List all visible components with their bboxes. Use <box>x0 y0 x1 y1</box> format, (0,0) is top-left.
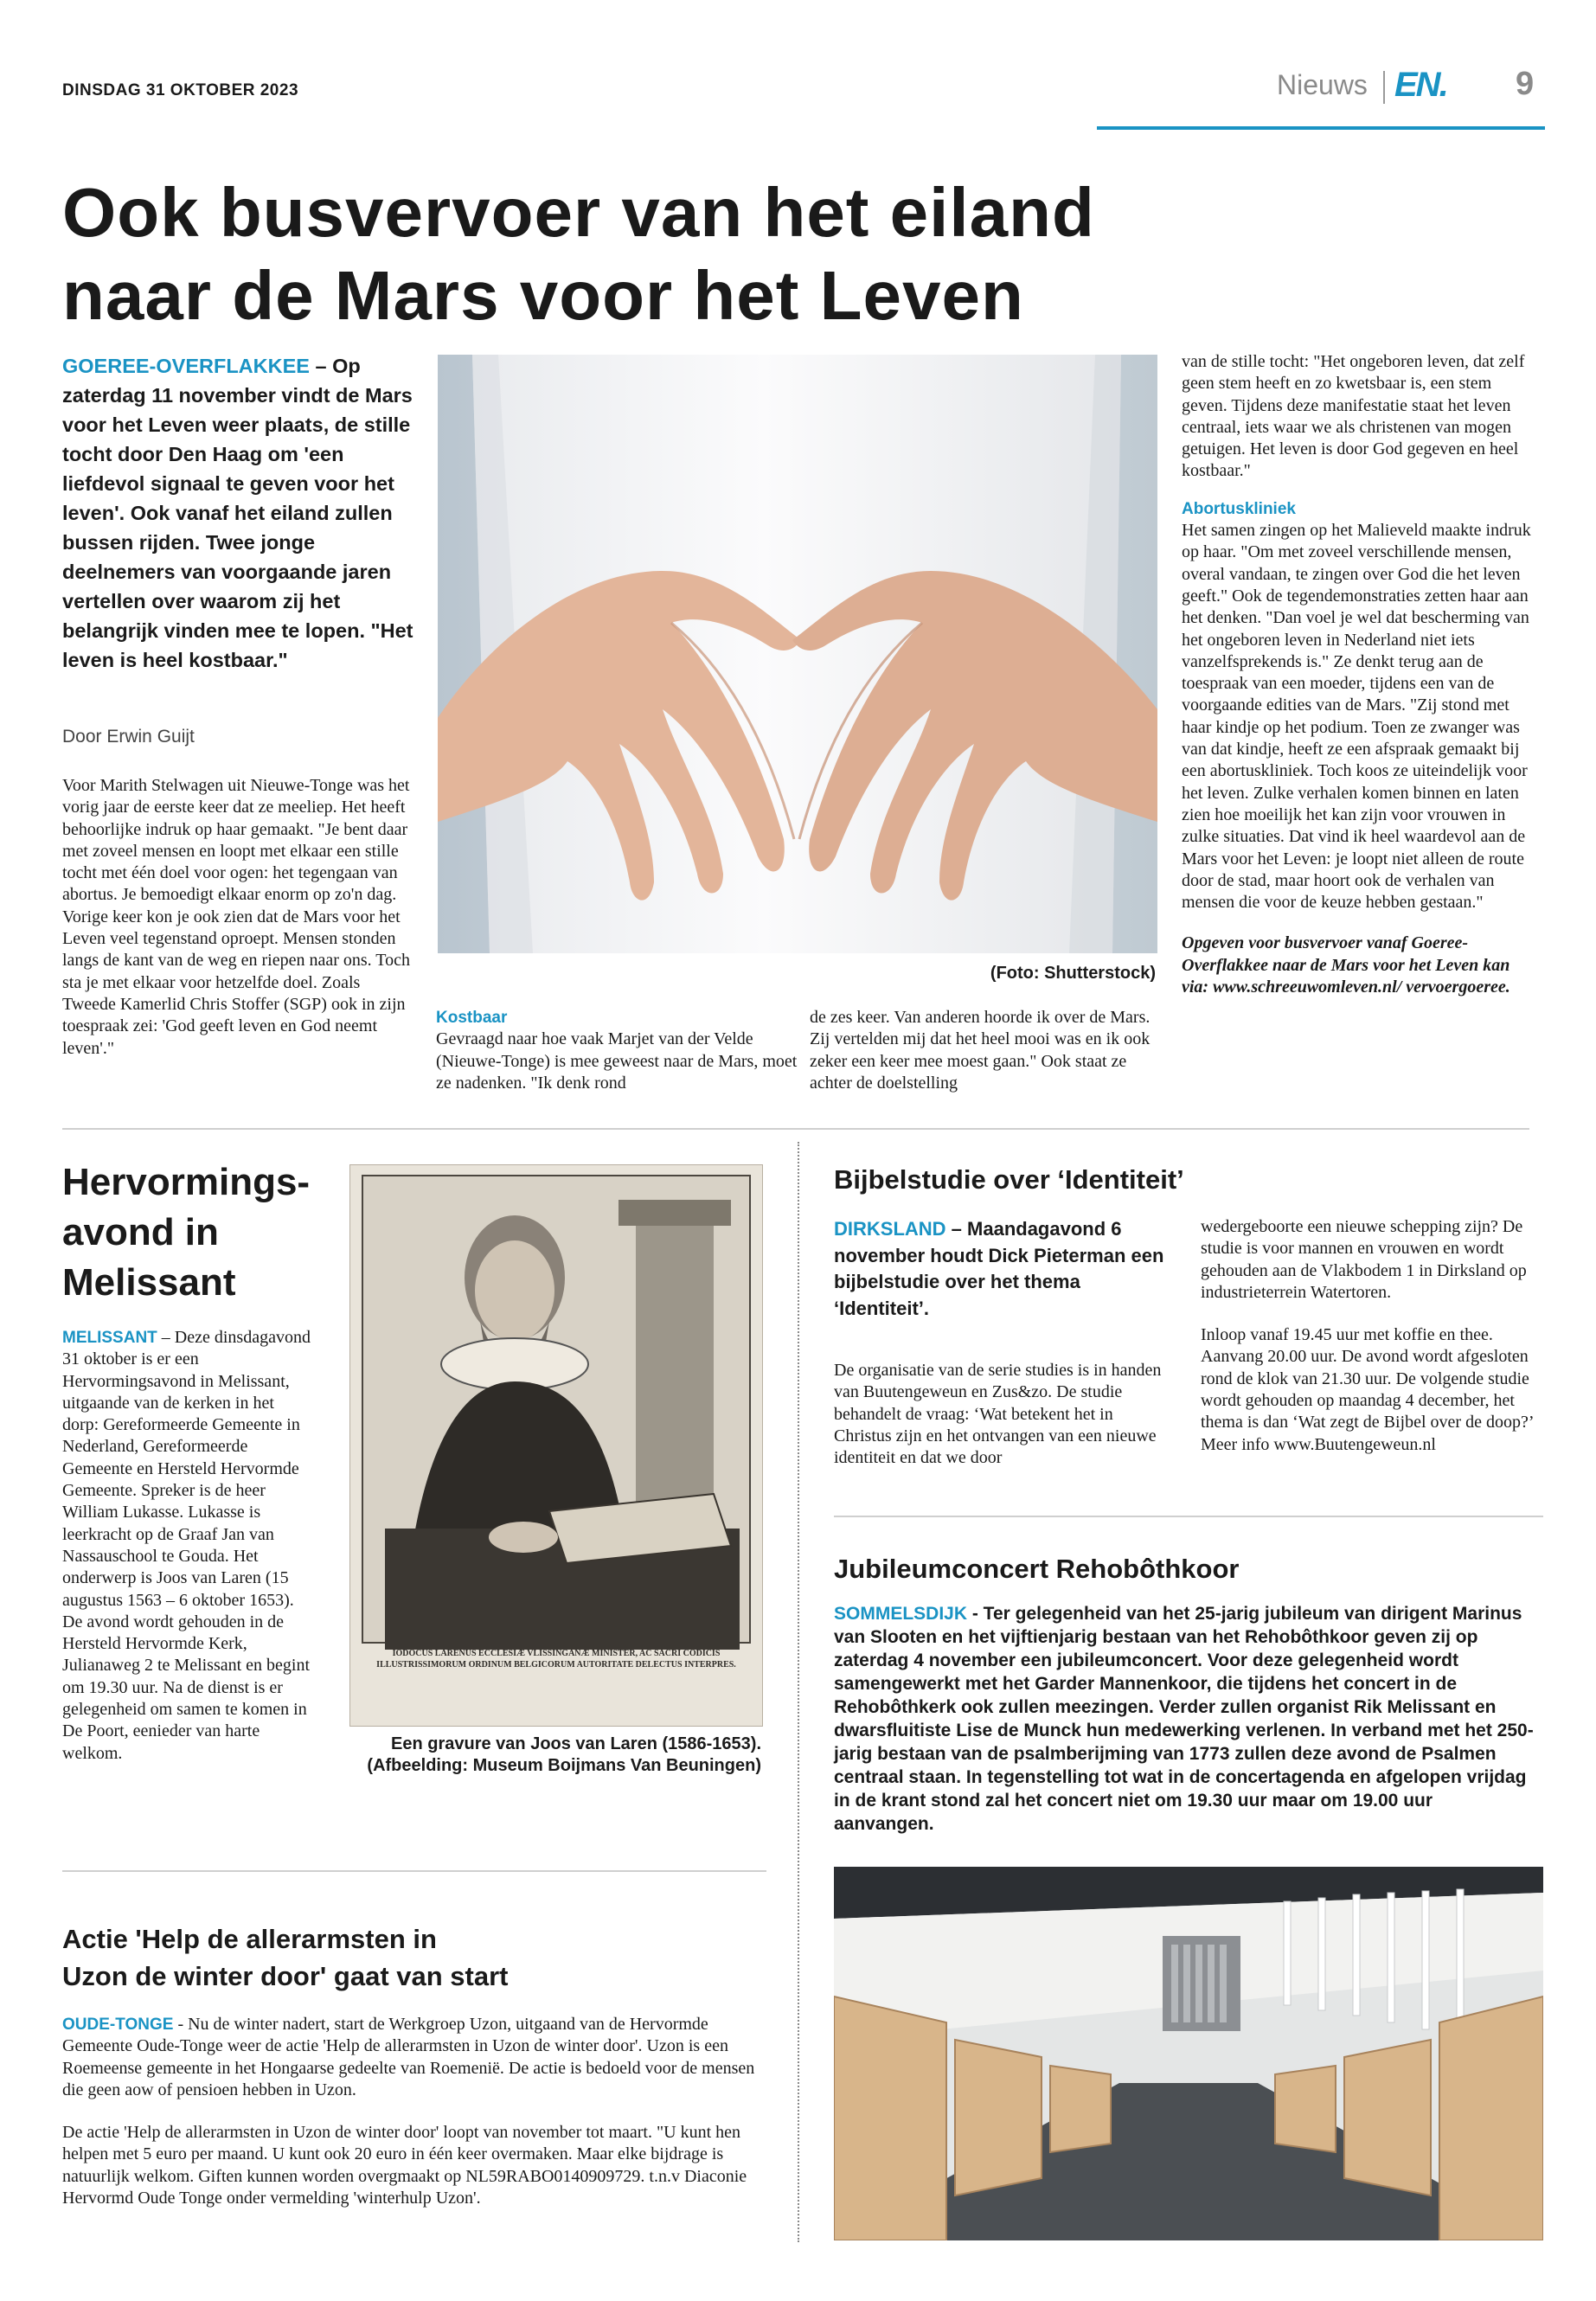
newspaper-logo: EN. <box>1394 66 1447 104</box>
main-lead-text: – Op zaterdag 11 november vindt de Mars voor het Leven weer plaats, de stille tocht door Den Haag om 'een liefdevol signaal te geven voor het leven'. Ook vanaf het eiland zullen bussen rijden. Twee jonge deelnemers van voorgaande jaren vertellen over waarom zij het belangrijk vinden mee te lopen. "Het leven is heel kostbaar." <box>62 355 413 671</box>
jubileum-text <box>834 1602 1535 1836</box>
uzon-text <box>62 2014 768 2209</box>
main-col2-text: Gevraagd naar hoe vaak Marjet van der Velde (Nieuwe-Tonge) is mee geweest naar de Mars, moet ze nadenken. "Ik denk rond <box>436 1029 798 1093</box>
joos-van-laren-engraving <box>349 1164 763 1727</box>
bijbelstudie-lead-text: – Maandagavond 6 november houdt Dick Pieterman een bijbelstudie over het thema ‘Identiteit’. <box>834 1218 1164 1319</box>
engraving-caption: Een gravure van Joos van Laren (1586-1653). (Afbeelding: Museum Boijmans Van Beuningen) <box>367 1734 761 1775</box>
heart-hands-photo <box>438 355 1157 953</box>
column-dotted-divider <box>798 1142 799 2242</box>
hervorming-dateline: MELISSANT <box>62 1329 157 1347</box>
uzon-para-1 <box>62 2014 768 2101</box>
main-col3 <box>810 1007 1156 1094</box>
bijbelstudie-col2 <box>1201 1216 1540 1456</box>
section-name: Nieuws <box>1277 69 1368 100</box>
header-separator <box>1383 71 1385 104</box>
bijbelstudie-col1-text: De organisatie van de serie studies is in handen van Buutengeweun en Zus&zo. De studie behandelt de vraag: ‘Wat betekent het in Christus zijn en het ontvangen van een nieuwe identiteit en dat we door <box>834 1361 1162 1468</box>
engraving-inscription: IODOCUS LARENUS ECCLESIÆ VLISSINGANÆ MINISTER, AC SACRI CODICIS ILLUSTRISSIMORUM ORDINUM BELGICORUM AUTORITATE DELECTUS INTERPRES. <box>376 1649 736 1670</box>
byline: Door Erwin Guijt <box>62 727 195 747</box>
church-interior-photo <box>834 1867 1543 2240</box>
uzon-dateline: OUDE-TONGE <box>62 2016 174 2034</box>
hervorming-title: Hervormings-avond in Melissant <box>62 1161 311 1304</box>
issue-date: DINSDAG 31 OKTOBER 2023 <box>62 81 299 99</box>
jubileum-title: Jubileumconcert Rehobôthkoor <box>834 1554 1240 1584</box>
bijbelstudie-col2-text: wedergeboorte een nieuwe schepping zijn? De studie is voor mannen en vrouwen en wordt gehouden aan de Vlakbodem 1 in Dirksland op industrieterrein Watertoren. <box>1201 1217 1527 1302</box>
main-col4-text2: Het samen zingen op het Malieveld maakte indruk op haar. "Om met zoveel verschillende mensen, overal vandaan, te zingen over God die het leven geeft." Ook de tegendemonstraties zetten haar aan het denken. "Dan voel je wel dat bescherming van het ongeboren leven in Nederland niet iets vanzelfsprekends is." Ze denkt terug aan de toespraak van een moeder, tijdens een van de voorgaande edities van de Mars. "Zij stond met haar kindje op het podium. Toen ze zwanger was van dat kindje, heeft ze een afspraak gemaakt bij een abortuskliniek. Toch koos ze uiteindelijk voor het leven. Zulke verhalen komen binnen en laten zien hoe moeilijk het kan zijn voor vrouwen in zulke situaties. Dat vind ik heel waardevol aan de Mars voor het Leven: je loopt niet alleen de route door de stad, maar hoort ook de verhalen van mensen die voor de keuze hebben gestaan." <box>1182 521 1531 913</box>
main-lead <box>62 351 417 675</box>
page-number: 9 <box>1516 66 1535 102</box>
bijbelstudie-divider <box>834 1516 1543 1517</box>
hervorming-text <box>62 1327 313 1765</box>
bus-signup-note: Opgeven voor busvervoer vanaf Goeree-Overflakkee naar de Mars voor het Leven kan via: www.schreeuwomleven.nl/ vervoergoeree. <box>1182 933 1510 997</box>
main-col4 <box>1182 351 1538 998</box>
hervorming-divider <box>62 1870 766 1872</box>
jubileum-body: - Ter gelegenheid van het 25-jarig jubileum van dirigent Marinus van Slooten en het vijftienjarig bestaan van het Rehobôthkoor geven zij op zaterdag 4 november een jubileumconcert. Voor deze gelegenheid wordt samengewerkt met het Garder Mannenkoor, die tijdens het concert in de Rehobôthkerk ook zullen meezingen. Verder zullen organist Rik Melissant en dwarsfluitiste Lise de Munck hun medewerking verlenen. In verband met het 250-jarig bestaan van de psalmberijming van 1773 zullen deze avond de Psalmen centraal staan. In tegenstelling tot wat in de concertagenda en afgelopen vrijdag in de krant stond zal het concert niet om 19.30 uur maar om 19.00 uur aanvangen. <box>834 1604 1534 1834</box>
uzon-title-line-2: Uzon de winter door' gaat van start <box>62 1961 509 1991</box>
headline-line-2: naar de Mars voor het Leven <box>62 257 1024 334</box>
bijbelstudie-dateline: DIRKSLAND <box>834 1218 946 1240</box>
jubileum-dateline: SOMMELSDIJK <box>834 1604 968 1624</box>
uzon-para-2: De actie 'Help de allerarmsten in Uzon de winter door' loopt van november tot maart. "U kunt hen helpen met 5 euro per maand. U kunt ook 20 euro in één keer overmaken. Maar elke bijdrage is natuurlijk welkom. Giften kunnen worden overgmaakt op NL59RABO0140909729. t.n.v Diaconie Hervormd Oude Tonge onder vermelding 'winterhulp Uzon'. <box>62 2123 747 2208</box>
subhead-kostbaar: Kostbaar <box>436 1009 508 1027</box>
bijbelstudie-col1 <box>834 1360 1171 1469</box>
photo-credit: (Foto: Shutterstock) <box>990 964 1156 983</box>
engraving-portrait <box>350 1165 762 1650</box>
main-col1 <box>62 775 417 1060</box>
headline-line-1: Ook busvervoer van het eiland <box>62 174 1095 251</box>
main-headline <box>62 171 1100 337</box>
uzon-body-1: - Nu de winter nadert, start de Werkgroep Uzon, uitgaand van de Hervormde Gemeente Oude-Tonge weer de actie 'Help de allerarmsten in Uzon de winter door'. Uzon is een Roemeense gemeente in het Hongaarse gedeelte van Roemenië. De actie is bedoeld voor de mensen die geen aow of pensioen hebben in Uzon. <box>62 2015 755 2099</box>
heart-hands-illustration <box>438 355 1157 953</box>
uzon-title-line-1: Actie 'Help de allerarmsten in <box>62 1924 437 1954</box>
main-dateline: GOEREE-OVERFLAKKEE <box>62 355 310 377</box>
main-col4-text: van de stille tocht: "Het ongeboren leven, dat zelf geen stem heeft en zo kwetsbaar is, een stem geven. Tijdens deze manifestatie staat het leven centraal, iets waar we als christenen van mogen getuigen. Het leven is door God gegeven en heel kostbaar." <box>1182 352 1525 481</box>
article-divider <box>62 1128 1529 1130</box>
main-col3-text: de zes keer. Van anderen hoorde ik over de Mars. Zij vertelden mij dat het heel mooi was en ik ook zeker een keer mee moest gaan." Ook staat ze achter de doelstelling <box>810 1008 1151 1093</box>
main-col1-text: Voor Marith Stelwagen uit Nieuwe-Tonge was het vorig jaar de eerste keer dat ze meeliep. Het heeft behoorlijke indruk op haar gemaakt. "Je bent daar met zoveel mensen en loopt met elkaar een stille tocht met één doel voor ogen: het tegengaan van abortus. Je bemoedigt elkaar enorm op zo'n dag. Vorige keer kon je ook zien dat de Mars voor het Leven veel tegenstand oproept. Mensen stonden langs de kant van de weg en riepen naar ons. Toch sta je met elkaar voor hetzelfde doel. Zoals Tweede Kamerlid Chris Stoffer (SGP) ook in zijn toespraak zei: 'God geeft leven en God neemt leven'." <box>62 776 410 1058</box>
bijbelstudie-lead <box>834 1216 1180 1322</box>
subhead-abortuskliniek: Abortuskliniek <box>1182 499 1296 518</box>
header-accent-line <box>1097 126 1545 130</box>
uzon-title <box>62 1920 772 1995</box>
bijbelstudie-title: Bijbelstudie over ‘Identiteit’ <box>834 1164 1184 1195</box>
hervorming-body: – Deze dinsdagavond 31 oktober is er een Hervormingsavond in Melissant, uitgaande van de kerken in het dorp: Gereformeerde Gemeente in Nederland, Gereformeerde Gemeente en Hersteld Hervormde Gemeente. Spreker is de heer William Lukasse. Lukasse is leerkracht op de Graaf Jan van Nassauschool te Gouda. Het onderwerp is Joos van Laren (15 augustus 1563 – 6 oktober 1653). De avond wordt gehouden in de Hersteld Hervormde Kerk, Julianaweg 2 te Melissant en begint om 19.30 uur. Na de dienst is er gelegenheid om samen te komen in De Poort, eenieder van harte welkom. <box>62 1328 311 1763</box>
bijbelstudie-col2-text2: Inloop vanaf 19.45 uur met koffie en thee. Aanvang 20.00 uur. De avond wordt afgesloten rond de klok van 21.30 uur. De volgende studie wordt gehouden op maandag 4 december, het thema is dan ‘Wat zegt de Bijbel over de doop?’ Meer info www.Buutengeweun.nl <box>1201 1325 1533 1454</box>
main-col2 <box>436 1007 808 1094</box>
church-interior-illustration <box>834 1867 1543 2240</box>
